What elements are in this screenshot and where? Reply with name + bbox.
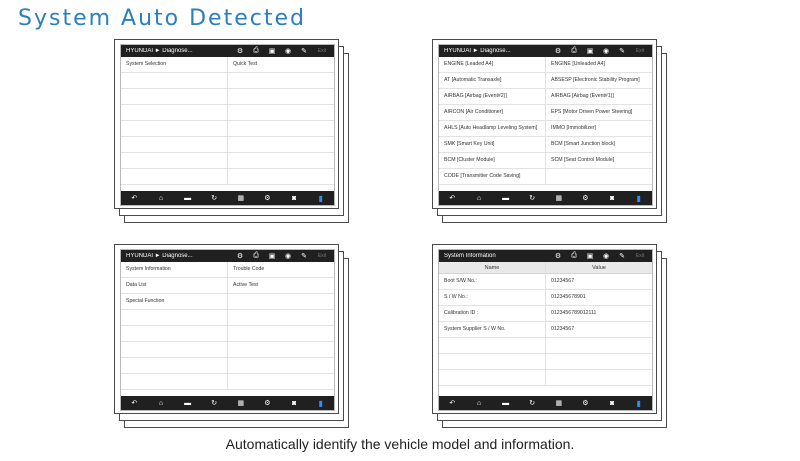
table-row xyxy=(121,89,334,105)
table-row xyxy=(121,169,334,185)
menu-grid xyxy=(121,262,334,398)
paper-layer xyxy=(432,244,657,414)
empty-cell xyxy=(121,342,227,357)
folder-icon[interactable]: ▬ xyxy=(502,399,510,407)
gear-icon[interactable]: ⚙ xyxy=(554,253,562,260)
empty-cell xyxy=(121,310,227,325)
screen-icon[interactable]: ▣ xyxy=(268,253,276,260)
pen-icon[interactable]: ✎ xyxy=(619,253,625,260)
screen-title: HYUNDAI ► Diagnose... xyxy=(444,48,511,54)
column-header: Name xyxy=(484,265,500,271)
settings-icon[interactable]: ⚙ xyxy=(582,195,589,202)
folder-icon[interactable]: ▬ xyxy=(184,194,192,202)
empty-cell xyxy=(121,169,227,184)
device-screen xyxy=(438,44,653,206)
table-row xyxy=(121,310,334,326)
empty-cell xyxy=(121,137,227,152)
menu-item[interactable]: BCM [Cluster Module] xyxy=(444,157,495,163)
table-row xyxy=(121,374,334,390)
camera-icon[interactable]: ◙ xyxy=(291,194,297,202)
exit-button[interactable]: Exit xyxy=(317,48,327,54)
table-row xyxy=(439,105,652,121)
toolbar-icons xyxy=(550,47,650,55)
info-cell: 01234567 xyxy=(545,322,652,337)
table-row xyxy=(121,121,334,137)
pen-icon[interactable]: ✎ xyxy=(619,48,625,55)
menu-item[interactable]: AIRCON [Air Conditioner] xyxy=(444,109,503,115)
paper-layer xyxy=(114,244,339,414)
screen-title: HYUNDAI ► Diagnose... xyxy=(126,48,193,54)
empty-cell xyxy=(227,121,334,136)
exit-button[interactable]: Exit xyxy=(635,253,645,259)
screen-stack-system-information xyxy=(432,244,657,420)
empty-cell xyxy=(545,169,652,184)
table-row xyxy=(439,89,652,105)
table-row xyxy=(439,338,652,354)
empty-cell xyxy=(121,89,227,104)
table-row xyxy=(121,294,334,310)
menu-item[interactable]: BCM [Smart Junction block] xyxy=(545,137,652,152)
screen-icon[interactable]: ▣ xyxy=(586,253,594,260)
table-row xyxy=(439,274,652,290)
device-screen xyxy=(120,44,335,206)
camera-icon[interactable]: ◙ xyxy=(291,399,297,407)
menu-item[interactable]: Active Test xyxy=(227,278,334,293)
empty-cell xyxy=(227,137,334,152)
menu-item[interactable]: AHLS [Auto Headlamp Leveling System] xyxy=(444,125,538,131)
device-screen xyxy=(438,249,653,411)
screen-stack-function-menu xyxy=(114,244,339,420)
empty-cell xyxy=(439,370,545,385)
table-row xyxy=(121,358,334,374)
menu-item[interactable]: AIRBAG [Airbag (Event#2)] xyxy=(444,93,507,99)
empty-cell xyxy=(227,89,334,104)
refresh-icon[interactable]: ↻ xyxy=(211,195,218,202)
toolbar-icons xyxy=(232,47,332,55)
screen-stack-system-list xyxy=(432,39,657,215)
back-icon[interactable]: ↶ xyxy=(449,195,456,202)
empty-cell xyxy=(121,153,227,168)
settings-icon[interactable]: ⚙ xyxy=(582,400,589,407)
info-cell: Boot S/W No.: xyxy=(444,278,477,284)
print-icon[interactable]: ⎙ xyxy=(571,252,577,259)
menu-item[interactable]: ENGINE [Unleaded A4] xyxy=(545,57,652,72)
eye-icon[interactable]: ◉ xyxy=(284,48,292,55)
column-header: Value xyxy=(545,262,652,273)
table-row xyxy=(439,137,652,153)
table-row xyxy=(439,73,652,89)
menu-item[interactable]: Data List xyxy=(126,282,147,288)
gear-icon[interactable]: ⚙ xyxy=(236,253,244,260)
vci-icon[interactable]: ▦ xyxy=(555,400,563,407)
menu-item[interactable]: ABSESP [Electronic Stability Program] xyxy=(545,73,652,88)
info-cell: 01234567 xyxy=(545,274,652,289)
battery-icon: ▮ xyxy=(318,193,323,203)
info-cell: S / W No.: xyxy=(444,294,468,300)
bottom-nav-bar xyxy=(439,191,652,205)
device-screen xyxy=(120,249,335,411)
table-row xyxy=(121,342,334,358)
empty-cell xyxy=(121,105,227,120)
table-row xyxy=(121,153,334,169)
print-icon[interactable]: ⎙ xyxy=(253,252,259,259)
menu-item[interactable]: Quick Test xyxy=(227,57,334,72)
toolbar-icons xyxy=(232,252,332,260)
eye-icon[interactable]: ◉ xyxy=(284,253,292,260)
menu-grid xyxy=(439,262,652,398)
refresh-icon[interactable]: ↻ xyxy=(529,195,536,202)
battery-icon: ▮ xyxy=(636,193,641,203)
menu-item[interactable]: Special Function xyxy=(126,298,165,304)
menu-item[interactable]: AIRBAG [Airbag (Event#1)] xyxy=(545,89,652,104)
empty-cell xyxy=(545,354,652,369)
empty-cell xyxy=(545,370,652,385)
vci-icon[interactable]: ▦ xyxy=(237,195,245,202)
table-row xyxy=(121,262,334,278)
screen-icon[interactable]: ▣ xyxy=(586,48,594,55)
empty-cell xyxy=(227,169,334,184)
empty-cell xyxy=(121,121,227,136)
empty-cell xyxy=(227,374,334,389)
table-row xyxy=(121,57,334,73)
home-icon[interactable]: ⌂ xyxy=(476,399,482,407)
battery-icon: ▮ xyxy=(636,398,641,408)
table-row xyxy=(439,153,652,169)
empty-cell xyxy=(121,358,227,373)
exit-button[interactable]: Exit xyxy=(635,48,645,54)
menu-item[interactable]: System Information xyxy=(126,266,171,272)
table-row xyxy=(439,121,652,137)
table-row xyxy=(121,326,334,342)
menu-item[interactable]: Trouble Code xyxy=(227,262,334,277)
table-row xyxy=(439,370,652,386)
menu-item[interactable]: System Selection xyxy=(126,61,167,67)
print-icon[interactable]: ⎙ xyxy=(253,47,259,54)
info-cell: Calibration ID : xyxy=(444,310,479,316)
refresh-icon[interactable]: ↻ xyxy=(529,400,536,407)
screen-icon[interactable]: ▣ xyxy=(268,48,276,55)
table-row xyxy=(121,278,334,294)
camera-icon[interactable]: ◙ xyxy=(609,194,615,202)
table-row xyxy=(439,169,652,185)
title-bar xyxy=(439,45,652,57)
empty-cell xyxy=(545,338,652,353)
empty-cell xyxy=(227,294,334,309)
table-row xyxy=(439,322,652,338)
paper-layer xyxy=(432,39,657,209)
screen-title: HYUNDAI ► Diagnose... xyxy=(126,253,193,259)
menu-item[interactable]: EPS [Motor Driven Power Steering] xyxy=(545,105,652,120)
empty-cell xyxy=(439,338,545,353)
camera-icon[interactable]: ◙ xyxy=(609,399,615,407)
empty-cell xyxy=(439,354,545,369)
empty-cell xyxy=(227,153,334,168)
back-icon[interactable]: ↶ xyxy=(131,195,138,202)
settings-icon[interactable]: ⚙ xyxy=(264,400,271,407)
pen-icon[interactable]: ✎ xyxy=(301,48,307,55)
screen-stack-system-selection xyxy=(114,39,339,215)
caption: Automatically identify the vehicle model and information. xyxy=(225,436,575,452)
table-header xyxy=(439,262,652,274)
toolbar-icons xyxy=(550,252,650,260)
table-row xyxy=(439,57,652,73)
menu-item[interactable]: SCM [Seat Control Module] xyxy=(545,153,652,168)
empty-cell xyxy=(121,326,227,341)
menu-item[interactable]: SMK [Smart Key Unit] xyxy=(444,141,495,147)
home-icon[interactable]: ⌂ xyxy=(476,194,482,202)
empty-cell xyxy=(227,326,334,341)
empty-cell xyxy=(227,105,334,120)
vci-icon[interactable]: ▦ xyxy=(555,195,563,202)
table-row xyxy=(439,354,652,370)
title-bar xyxy=(121,45,334,57)
screen-title: System Information xyxy=(444,253,496,259)
table-row xyxy=(121,137,334,153)
battery-icon: ▮ xyxy=(318,398,323,408)
bottom-nav-bar xyxy=(439,396,652,410)
empty-cell xyxy=(121,374,227,389)
table-row xyxy=(439,290,652,306)
table-row xyxy=(121,105,334,121)
back-icon[interactable]: ↶ xyxy=(449,400,456,407)
back-icon[interactable]: ↶ xyxy=(131,400,138,407)
menu-grid xyxy=(439,57,652,193)
info-cell: 0123456789012111 xyxy=(545,306,652,321)
eye-icon[interactable]: ◉ xyxy=(602,48,610,55)
menu-item[interactable]: AT [Automatic Transaxle] xyxy=(444,77,502,83)
menu-item[interactable]: ENGINE [Leaded A4] xyxy=(444,61,494,67)
table-row xyxy=(439,306,652,322)
home-icon[interactable]: ⌂ xyxy=(158,194,164,202)
page-title: System Auto Detected xyxy=(18,6,306,31)
print-icon[interactable]: ⎙ xyxy=(571,47,577,54)
exit-button[interactable]: Exit xyxy=(317,253,327,259)
folder-icon[interactable]: ▬ xyxy=(184,399,192,407)
pen-icon[interactable]: ✎ xyxy=(301,253,307,260)
folder-icon[interactable]: ▬ xyxy=(502,194,510,202)
menu-item[interactable]: IMMO [Immobilizer] xyxy=(545,121,652,136)
menu-grid xyxy=(121,57,334,193)
refresh-icon[interactable]: ↻ xyxy=(211,400,218,407)
empty-cell xyxy=(227,310,334,325)
title-bar xyxy=(439,250,652,262)
table-row xyxy=(121,73,334,89)
empty-cell xyxy=(121,73,227,88)
empty-cell xyxy=(227,73,334,88)
info-cell: 012345678901 xyxy=(545,290,652,305)
gear-icon[interactable]: ⚙ xyxy=(236,48,244,55)
settings-icon[interactable]: ⚙ xyxy=(264,195,271,202)
eye-icon[interactable]: ◉ xyxy=(602,253,610,260)
empty-cell xyxy=(227,358,334,373)
menu-item[interactable]: CODE [Transmitter Code Saving] xyxy=(444,173,521,179)
home-icon[interactable]: ⌂ xyxy=(158,399,164,407)
empty-cell xyxy=(227,342,334,357)
paper-layer xyxy=(114,39,339,209)
bottom-nav-bar xyxy=(121,191,334,205)
title-bar xyxy=(121,250,334,262)
gear-icon[interactable]: ⚙ xyxy=(554,48,562,55)
info-cell: System Supplier S / W No. xyxy=(444,326,506,332)
vci-icon[interactable]: ▦ xyxy=(237,400,245,407)
bottom-nav-bar xyxy=(121,396,334,410)
